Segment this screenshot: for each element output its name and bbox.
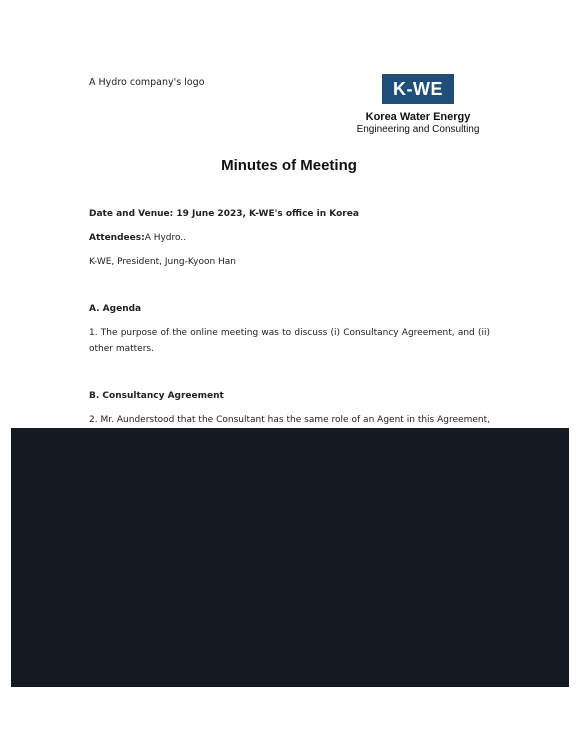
attendees-line [89,231,490,247]
date-venue-line [89,207,490,223]
section-b-paragraph-2: 2. Mr. Aunderstood that the Consultant has the same role of an Agent in this Agreement, [89,415,490,425]
attendees-line-2: K-WE, President, Jung-Kyoon Han [89,257,237,267]
kwe-logo: K-WE [382,74,454,104]
section-b-heading: B. Consultancy Agreement [89,391,224,401]
attendees-label: Attendees: [89,233,145,243]
kwe-brand-block [352,74,484,135]
brand-subtitle: Engineering and Consulting [356,124,480,135]
brand-name: Korea Water Energy [365,111,471,123]
attendees-value: A Hydro.. [144,233,187,243]
redaction-overlay [11,428,569,687]
hydro-logo-placeholder: A Hydro company's logo [89,77,205,88]
date-venue-label: Date and Venue: [89,209,174,219]
document-title: Minutes of Meeting [221,157,357,174]
section-a-heading: A. Agenda [89,304,142,314]
date-venue-value: 19 June 2023, K-WE's office in Korea [173,209,359,219]
section-a-paragraph-1: 1. The purpose of the online meeting was to discuss (i) Consultancy Agreement, and (ii) other matters. [89,328,490,354]
